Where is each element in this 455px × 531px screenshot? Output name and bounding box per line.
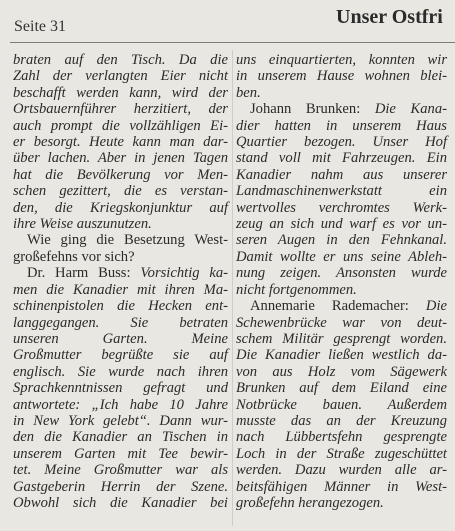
- text-line: auch prompt die vollzähligen Ei-: [13, 117, 228, 134]
- speaker-name: Johann Brunken:: [250, 101, 361, 118]
- text-line: [236, 101, 447, 117]
- text-line: großefehns vor sich?: [13, 248, 135, 265]
- text-line: englisch. Sie wurde nach ihren: [13, 363, 228, 380]
- text-line: zeug an sich und warf es vor un-: [236, 216, 447, 233]
- text-line: schinenpistolen die Hecken ent-: [13, 298, 228, 315]
- speaker-text: Die Kana-: [360, 101, 447, 118]
- text-line: unseren Garten. Meine: [13, 330, 228, 347]
- text-line: Die Kanadier ließen westlich da-: [236, 347, 447, 364]
- text-line: dier hatten in unserem Haus: [236, 117, 447, 134]
- text-line: Kanadier nahm aus unserer: [236, 166, 447, 183]
- text-line: men die Kanadier mit ihren Ma-: [13, 281, 228, 298]
- page-header: [0, 0, 455, 44]
- speaker-name: Dr. Harm Buss:: [27, 265, 131, 282]
- text-line: Damit wollte er uns seine Ableh-: [236, 248, 447, 265]
- text-line: nung zeigen. Ansonsten wurde: [236, 265, 447, 282]
- speaker-name: Annemarie Rademacher:: [250, 298, 409, 315]
- text-line: von aus Holz vom Sägewerk: [236, 363, 447, 380]
- text-line: musste das an der Kreuzung: [236, 412, 447, 429]
- text-line: nach Lübbertsfehn gesprengte: [236, 429, 447, 446]
- text-line: stand voll mit Fahrzeugen. Ein: [236, 150, 447, 167]
- text-line: uns einquartierten, konnten wir: [236, 52, 447, 68]
- text-line: beschafft werden kann, wird der: [13, 84, 228, 101]
- speaker-text: Die: [408, 298, 447, 315]
- text-line: schen gezittert, die es verstan-: [13, 183, 228, 200]
- text-line: wertvolles verchromtes Werk-: [236, 199, 447, 216]
- text-line: langgegangen. Sie betraten: [13, 314, 228, 331]
- text-line: in New York gelebt“. Dann wur-: [13, 412, 228, 429]
- text-line: er besorgt. Heute kann man dar-: [13, 134, 228, 151]
- text-line: Notbrücke bauen. Außerdem: [236, 396, 447, 413]
- text-line: tet. Meine Großmutter war als: [13, 462, 228, 479]
- text-line: antwortete: „Ich habe 10 Jahre: [13, 396, 228, 413]
- text-line: Landmaschinenwerkstatt ein: [236, 183, 447, 200]
- text-line: Wie ging die Besetzung West-: [27, 232, 228, 249]
- text-line: Ortsbauernführer herzitiert, der: [13, 101, 228, 118]
- text-line: Großmutter begrüßte sie auf: [13, 347, 228, 364]
- text-line: in unserem Hause wohnen blei-: [236, 68, 447, 85]
- text-line: den die Kanadier an Tischen in: [13, 429, 228, 446]
- text-line: Gastgeberin Herrin der Szene.: [13, 478, 228, 495]
- text-line: Zahl der verlangten Eier nicht: [13, 68, 228, 85]
- text-line: Loch in der Straße zugeschüttet: [236, 445, 447, 462]
- text-line: großefehn herangezogen.: [236, 494, 384, 511]
- text-line: Schewenbrücke war von deut-: [236, 314, 447, 331]
- text-line: braten auf den Tisch. Da die: [13, 52, 228, 68]
- text-line: [13, 265, 228, 281]
- column-divider: [232, 50, 233, 526]
- text-line: ben.: [236, 84, 261, 101]
- article-column-right: [236, 52, 447, 511]
- text-line: unserem Garten mit Tee bewir-: [13, 445, 228, 462]
- text-line: [236, 298, 447, 314]
- text-line: beitsfähigen Männer in West-: [236, 478, 447, 495]
- text-line: über lachen. Aber in jenen Tagen: [13, 150, 228, 167]
- newspaper-title: Unser Ostfri: [336, 6, 443, 28]
- text-line: Quartier bezogen. Unser Hof: [236, 134, 447, 151]
- text-line: Sprachkenntnissen gefragt und: [13, 380, 228, 397]
- page-number: Seite 31: [14, 18, 66, 35]
- text-line: den, die Kriegskonjunktur auf: [13, 199, 228, 216]
- speaker-text: Vorsichtig ka-: [130, 265, 228, 282]
- text-line: seren Augen in den Fehnkanal.: [236, 232, 447, 249]
- text-line: Obwohl sich die Kanadier bei: [13, 494, 228, 511]
- text-line: nicht fortgenommen.: [236, 281, 357, 298]
- text-line: Brunken auf dem Eiland eine: [236, 380, 447, 397]
- header-rule: [10, 42, 455, 43]
- article-column-left: [13, 52, 228, 511]
- text-line: schem Militär gesprengt worden.: [236, 330, 447, 347]
- text-line: ihre Weise auszunutzen.: [13, 216, 152, 233]
- text-line: werden. Dazu wurden alle ar-: [236, 462, 447, 479]
- text-line: hat die Bevölkerung vor Men-: [13, 166, 228, 183]
